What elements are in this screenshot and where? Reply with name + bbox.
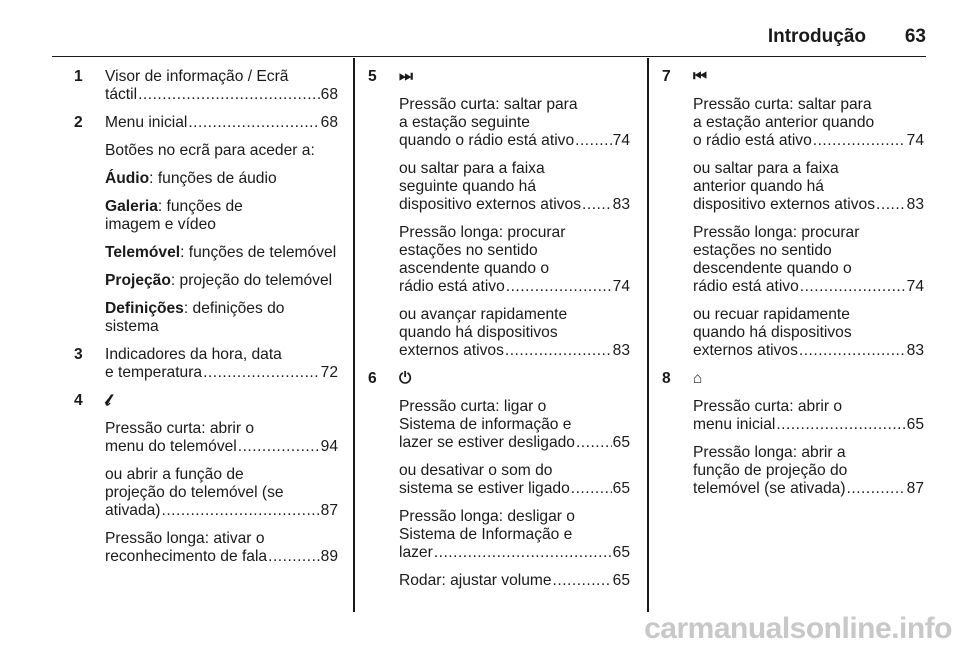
paragraph — [693, 444, 924, 498]
toc-line — [399, 544, 630, 562]
text: lazer — [399, 544, 433, 561]
text: ativada) — [105, 502, 161, 519]
paragraph — [105, 530, 338, 566]
text-line: ou saltar para a faixa — [693, 160, 839, 177]
toc-line — [105, 86, 338, 104]
text-line: Pressão longa: ativar o — [105, 530, 265, 547]
text-line: Sistema de Informação e — [399, 526, 573, 543]
text-line: Indicadores da hora, data — [105, 346, 282, 363]
page-ref[interactable]: 83 — [612, 196, 630, 213]
toc-line — [399, 342, 630, 360]
column-3 — [662, 58, 924, 498]
toc-line — [693, 342, 924, 360]
page-ref[interactable]: 83 — [906, 196, 924, 213]
entry-5-next-button — [368, 68, 630, 360]
page-ref[interactable]: 89 — [320, 548, 338, 565]
column-divider — [353, 58, 355, 612]
entry-number: 7 — [662, 68, 671, 85]
page-ref[interactable]: 65 — [612, 434, 630, 451]
toc-line — [693, 416, 924, 434]
toc-line — [105, 114, 338, 132]
paragraph — [399, 160, 630, 214]
entry-number: 8 — [662, 370, 671, 387]
paragraph: Botões no ecrã para aceder a: — [105, 142, 315, 159]
page-ref[interactable]: 74 — [612, 132, 630, 149]
text: menu inicial — [693, 416, 776, 433]
entry-8-home-button — [662, 370, 924, 498]
text-line: função de projeção do — [693, 462, 848, 479]
text-line: ascendente quando o — [399, 260, 550, 277]
power-icon: ⏻ — [399, 370, 412, 387]
dot-leader — [800, 278, 906, 296]
page-ref[interactable]: 83 — [612, 342, 630, 359]
text: : funções de áudio — [149, 170, 277, 187]
toc-line — [399, 480, 630, 498]
term: Projeção — [105, 272, 171, 289]
dot-leader — [847, 480, 906, 498]
text: quando o rádio está ativo — [399, 132, 575, 149]
dot-leader — [576, 434, 612, 452]
paragraph — [105, 68, 338, 104]
text: : projeção do telemóvel — [170, 272, 333, 289]
toc-line — [693, 196, 924, 214]
text-line: Pressão longa: procurar — [399, 224, 566, 241]
home-icon: ⌂ — [693, 370, 703, 387]
paragraph — [399, 96, 630, 150]
toc-line — [693, 480, 924, 498]
paragraph — [693, 68, 924, 86]
text-line: Pressão curta: ligar o — [399, 398, 547, 415]
term: Galeria — [105, 198, 158, 215]
page-ref[interactable]: 72 — [320, 364, 338, 381]
text-line: Pressão curta: saltar para — [399, 96, 578, 113]
text: menu do telemóvel — [105, 438, 237, 455]
column-2 — [368, 58, 630, 590]
text-line: anterior quando há — [693, 178, 824, 195]
text: rádio está ativo — [399, 278, 505, 295]
text-line: quando há dispositivos — [399, 324, 558, 341]
term: Definições — [105, 300, 184, 317]
paragraph — [399, 370, 630, 388]
text-line: Pressão longa: procurar — [693, 224, 860, 241]
toc-line — [399, 132, 630, 150]
text: táctil — [105, 86, 138, 103]
dot-leader — [188, 114, 319, 132]
dot-leader — [434, 544, 612, 562]
paragraph-gallery — [105, 198, 338, 234]
dot-leader — [582, 196, 612, 214]
dot-leader — [553, 572, 612, 590]
paragraph — [693, 398, 924, 434]
page-title: Introdução — [767, 26, 866, 47]
page-ref[interactable]: 74 — [906, 132, 924, 149]
text-line: Pressão longa: desligar o — [399, 508, 575, 525]
dot-leader — [575, 132, 612, 150]
watermark: carmanualsonline.info — [644, 612, 952, 645]
text: Rodar: ajustar volume — [399, 572, 552, 589]
text: externos ativos — [693, 342, 798, 359]
page-ref[interactable]: 65 — [612, 544, 630, 561]
entry-number: 5 — [368, 68, 377, 85]
text-line: a estação seguinte — [399, 114, 530, 131]
page-ref[interactable]: 83 — [906, 342, 924, 359]
dot-leader — [799, 342, 906, 360]
text-line: ou avançar rapidamente — [399, 306, 568, 323]
dot-leader — [505, 342, 612, 360]
paragraph — [399, 306, 630, 360]
paragraph — [105, 420, 338, 456]
paragraph — [693, 96, 924, 150]
text: dispositivo externos ativos — [399, 196, 582, 213]
toc-line — [399, 434, 630, 452]
dot-leader — [161, 502, 319, 520]
entry-number: 4 — [74, 392, 83, 409]
text: reconhecimento de fala — [105, 548, 268, 565]
paragraph — [693, 370, 924, 388]
text-line: Sistema de informação e — [399, 416, 572, 433]
dot-leader — [776, 416, 905, 434]
term: Telemóvel — [105, 244, 181, 261]
voice-icon: 𝓵 — [105, 392, 111, 409]
text-line: Pressão curta: abrir o — [693, 398, 843, 415]
text-line: descendente quando o — [693, 260, 852, 277]
toc-line — [105, 438, 338, 456]
paragraph — [399, 508, 630, 562]
column-divider — [647, 58, 649, 612]
paragraph — [693, 306, 924, 360]
page-ref[interactable]: 87 — [320, 502, 338, 519]
toc-line — [693, 132, 924, 150]
text: lazer se estiver desligado — [399, 434, 575, 451]
text-line: ou saltar para a faixa — [399, 160, 545, 177]
paragraph — [399, 572, 630, 590]
text: telemóvel (se ativada) — [693, 480, 846, 497]
paragraph-phone — [105, 244, 338, 262]
page-ref[interactable]: 74 — [906, 278, 924, 295]
entry-number: 1 — [74, 68, 83, 85]
dot-leader — [506, 278, 612, 296]
text-line: ou desativar o som do — [399, 462, 553, 479]
text: sistema se estiver ligado — [399, 480, 570, 497]
dot-leader — [876, 196, 906, 214]
page-ref[interactable]: 74 — [612, 278, 630, 295]
text: imagem e vídeo — [105, 216, 216, 233]
entry-3-indicators — [74, 346, 338, 382]
term: Áudio — [105, 170, 150, 187]
page-ref[interactable]: 65 — [906, 416, 924, 433]
skip-next-icon: ⏭ — [399, 68, 414, 85]
column-1 — [74, 58, 338, 566]
toc-line — [105, 548, 338, 566]
entry-1-info-display — [74, 68, 338, 104]
entry-2-home-menu — [74, 114, 338, 336]
entry-6-power-button — [368, 370, 630, 590]
page-ref[interactable]: 65 — [612, 572, 630, 589]
page-header — [52, 26, 926, 57]
dot-leader — [813, 132, 906, 150]
text: : definições do — [183, 300, 285, 317]
skip-previous-icon: ⏮ — [693, 68, 708, 85]
paragraph-projection — [105, 272, 338, 290]
dot-leader — [238, 438, 320, 456]
text: : funções de telemóvel — [180, 244, 337, 261]
toc-line — [693, 278, 924, 296]
text: : funções de — [157, 198, 243, 215]
paragraph — [399, 462, 630, 498]
paragraph — [693, 160, 924, 214]
page-ref[interactable]: 65 — [612, 480, 630, 497]
paragraph — [105, 346, 338, 382]
text-line: Pressão longa: abrir a — [693, 444, 846, 461]
paragraph-audio — [105, 170, 338, 188]
paragraph — [399, 68, 630, 86]
text-line: estações no sentido — [693, 242, 832, 259]
paragraph — [105, 466, 338, 520]
paragraph-settings — [105, 300, 338, 336]
paragraph — [399, 398, 630, 452]
toc-line — [399, 572, 630, 590]
text-line: estações no sentido — [399, 242, 538, 259]
page-ref[interactable]: 87 — [906, 480, 924, 497]
text: sistema — [105, 318, 159, 335]
toc-line — [399, 196, 630, 214]
text-line: ou recuar rapidamente — [693, 306, 850, 323]
dot-leader — [268, 548, 320, 566]
text-line: Visor de informação / Ecrã — [105, 68, 289, 85]
entry-7-previous-button — [662, 68, 924, 360]
toc-line — [105, 502, 338, 520]
text: dispositivo externos ativos — [693, 196, 876, 213]
text: Menu inicial — [105, 114, 188, 131]
page-number: 63 — [904, 26, 926, 47]
paragraph — [693, 224, 924, 296]
text-line: Pressão curta: abrir o — [105, 420, 255, 437]
toc-line — [399, 278, 630, 296]
entry-number: 2 — [74, 114, 83, 131]
paragraph — [105, 392, 338, 410]
paragraph — [399, 224, 630, 296]
text-line: quando há dispositivos — [693, 324, 852, 341]
entry-number: 6 — [368, 370, 377, 387]
dot-leader — [571, 480, 612, 498]
text: rádio está ativo — [693, 278, 799, 295]
text-line: Pressão curta: saltar para — [693, 96, 872, 113]
text-line: projeção do telemóvel (se — [105, 484, 284, 501]
dot-leader — [138, 86, 320, 104]
dot-leader — [203, 364, 320, 382]
text-line: seguinte quando há — [399, 178, 537, 195]
text: o rádio está ativo — [693, 132, 812, 149]
entry-4-voice-button — [74, 392, 338, 566]
page-ref[interactable]: 94 — [320, 438, 338, 455]
toc-line — [105, 364, 338, 382]
paragraph — [105, 114, 338, 132]
text: externos ativos — [399, 342, 504, 359]
page-ref[interactable]: 68 — [320, 86, 338, 103]
text-line: a estação anterior quando — [693, 114, 875, 131]
text-line: ou abrir a função de — [105, 466, 244, 483]
page-ref[interactable]: 68 — [320, 114, 338, 131]
entry-number: 3 — [74, 346, 83, 363]
text: e temperatura — [105, 364, 203, 381]
